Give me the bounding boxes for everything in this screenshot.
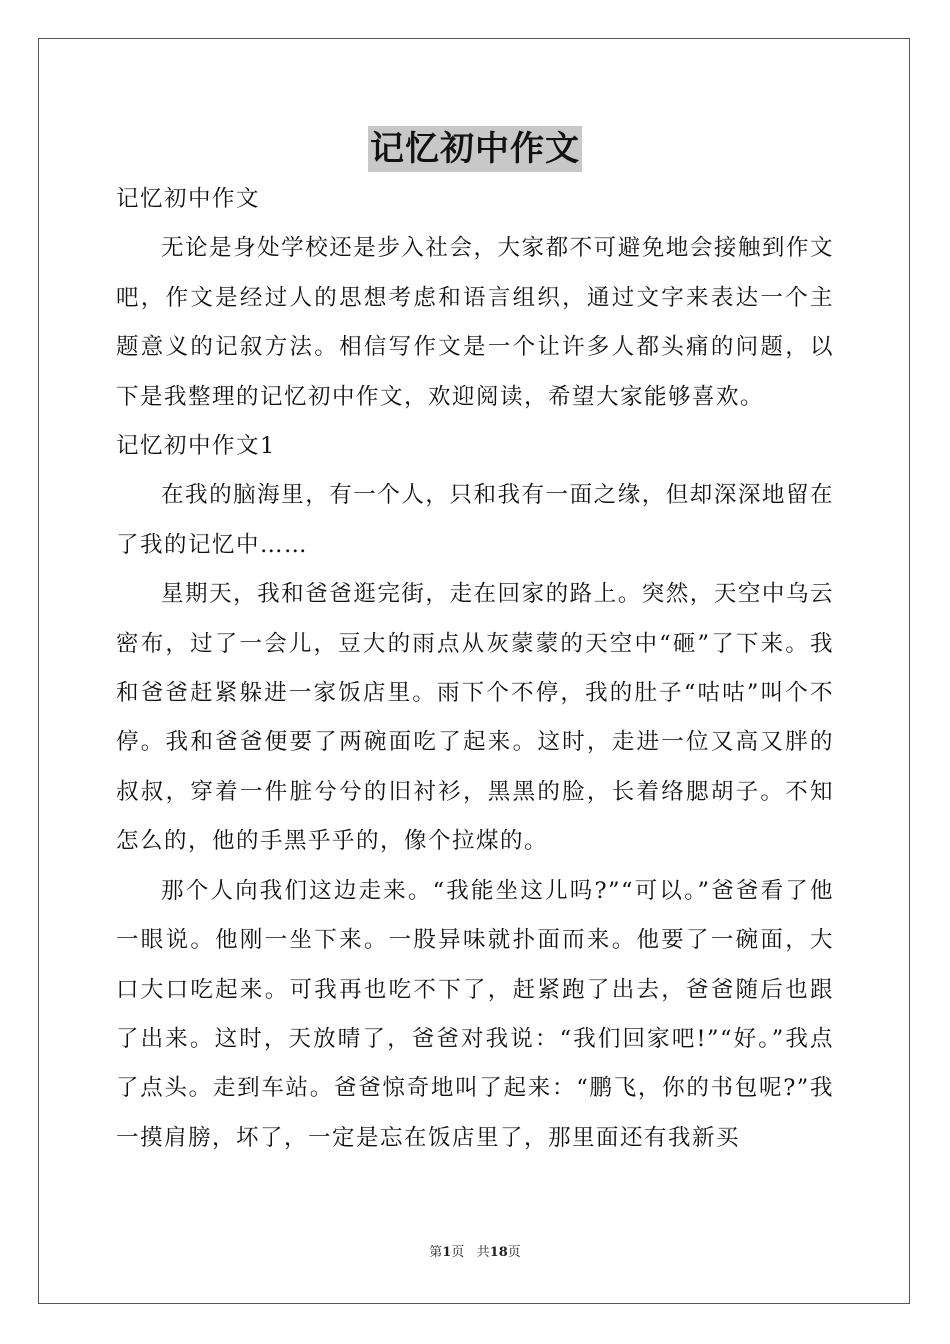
document-subtitle: 记忆初中作文: [116, 186, 261, 212]
section-heading: 记忆初中作文1: [116, 433, 276, 460]
total-pages: 18: [489, 1245, 508, 1260]
document-title: 记忆初中作文: [368, 126, 582, 172]
document-body: [116, 175, 834, 1163]
page-prefix: 第: [429, 1245, 443, 1260]
intro-paragraph: 无论是身处学校还是步入社会，大家都不可避免地会接触到作文吧，作文是经过人的思想考虑和语言组织，通过文字来表达一个主题意义的记叙方法。相信写作文是一个让许多人都头痛的问题，以下是我整理的记忆初中作文，欢迎阅读，希望大家能够喜欢。: [116, 235, 834, 410]
body-paragraph-1: 在我的脑海里，有一个人，只和我有一面之缘，但却深深地留在了我的记忆中……: [116, 482, 834, 558]
page-suffix: 页: [451, 1245, 465, 1260]
body-paragraph-3: 那个人向我们这边走来。“我能坐这儿吗?”“可以。”爸爸看了他一眼说。他刚一坐下来。一股异味就扑面而来。他要了一碗面，大口大口吃起来。可我再也吃不下了，赶紧跑了出去，爸爸随后也跟了出来。这时，天放晴了，爸爸对我说：“我们回家吧!”“好。”我点了点头。走到车站。爸爸惊奇地叫了起来：“鹏飞，你的书包呢?”我一摸肩膀，坏了，一定是忘在饭店里了，那里面还有我新买: [116, 877, 834, 1151]
body-paragraph-2: 星期天，我和爸爸逛完街，走在回家的路上。突然，天空中乌云密布，过了一会儿，豆大的雨点从灰蒙蒙的天空中“砸”了下来。我和爸爸赶紧躲进一家饭店里。雨下个不停，我的肚子“咕咕”叫个不停。我和爸爸便要了两碗面吃了起来。这时，走进一位又高又胖的叔叔，穿着一件脏兮兮的旧衬衫，黑黑的脸，长着络腮胡子。不知怎么的，他的手黑乎乎的，像个拉煤的。: [116, 581, 834, 855]
title-container: [0, 126, 950, 172]
page-number: 1: [442, 1245, 452, 1260]
total-suffix: 页: [507, 1245, 521, 1260]
total-prefix: 共: [476, 1245, 490, 1260]
page-footer: [0, 1244, 950, 1262]
